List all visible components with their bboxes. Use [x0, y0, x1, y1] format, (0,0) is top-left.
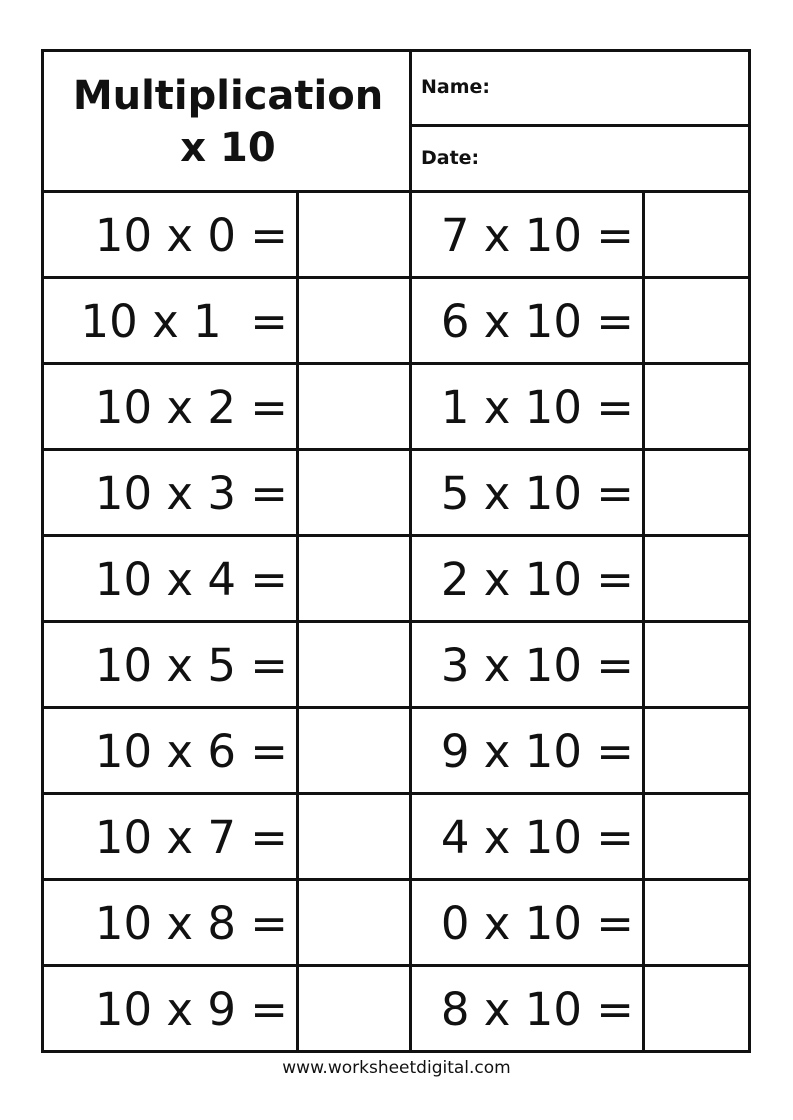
- right-answer-box[interactable]: [645, 795, 748, 881]
- right-equation: 8 x 10 =: [440, 983, 634, 1036]
- name-label: Name:: [421, 76, 491, 98]
- left-equation: 10 x 2 =: [94, 381, 288, 434]
- left-answer-box[interactable]: [299, 709, 409, 795]
- right-answer-box[interactable]: [645, 451, 748, 537]
- left-answer-box[interactable]: [299, 623, 409, 709]
- right-equation: 9 x 10 =: [440, 725, 634, 778]
- right-equation: 1 x 10 =: [440, 381, 634, 434]
- left-answer-box[interactable]: [299, 279, 409, 365]
- left-answer-box[interactable]: [299, 967, 409, 1053]
- left-answer-box[interactable]: [299, 365, 409, 451]
- left-equation: 10 x 6 =: [94, 725, 288, 778]
- date-field[interactable]: [504, 132, 742, 186]
- right-answer-box[interactable]: [645, 365, 748, 451]
- right-equation: 6 x 10 =: [440, 295, 634, 348]
- right-answer-box[interactable]: [645, 881, 748, 967]
- right-answer-box[interactable]: [645, 623, 748, 709]
- title-line-2: x 10: [180, 125, 276, 171]
- worksheet-title: [44, 52, 412, 192]
- right-answer-box[interactable]: [645, 193, 748, 279]
- right-equation: 4 x 10 =: [440, 811, 634, 864]
- left-equation: 10 x 4 =: [94, 553, 288, 606]
- left-answer-box[interactable]: [299, 537, 409, 623]
- left-equation: 10 x 0 =: [94, 209, 288, 262]
- right-answer-box[interactable]: [645, 709, 748, 795]
- right-equation: 0 x 10 =: [440, 897, 634, 950]
- right-equation: 7 x 10 =: [440, 209, 634, 262]
- right-equation: 3 x 10 =: [440, 639, 634, 692]
- website-footer: www.worksheetdigital.com: [282, 1058, 511, 1078]
- left-answer-box[interactable]: [299, 881, 409, 967]
- left-equation: 10 x 8 =: [94, 897, 288, 950]
- left-answer-box[interactable]: [299, 795, 409, 881]
- left-equation: 10 x 1 =: [80, 295, 288, 348]
- left-equation: 10 x 5 =: [94, 639, 288, 692]
- name-date-divider: [409, 124, 748, 127]
- name-field[interactable]: [514, 60, 742, 120]
- right-answer-box[interactable]: [645, 279, 748, 365]
- title-line-1: Multiplication: [72, 73, 384, 119]
- date-label: Date:: [421, 147, 480, 169]
- right-answer-box[interactable]: [645, 967, 748, 1053]
- left-equation: 10 x 9 =: [94, 983, 288, 1036]
- left-answer-box[interactable]: [299, 451, 409, 537]
- right-answer-box[interactable]: [645, 537, 748, 623]
- left-answer-box[interactable]: [299, 193, 409, 279]
- right-equation: 2 x 10 =: [440, 553, 634, 606]
- left-equation: 10 x 3 =: [94, 467, 288, 520]
- worksheet-table: [41, 49, 751, 1053]
- left-equation: 10 x 7 =: [94, 811, 288, 864]
- right-equation: 5 x 10 =: [440, 467, 634, 520]
